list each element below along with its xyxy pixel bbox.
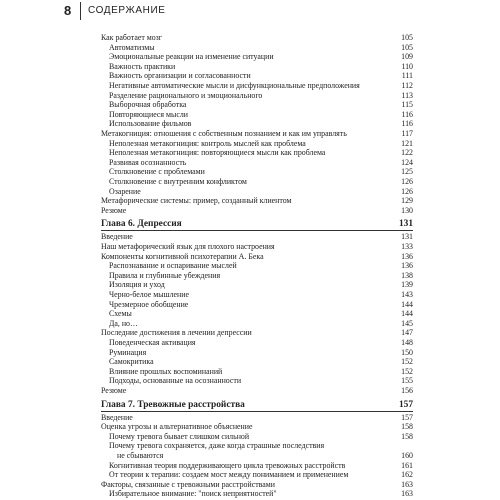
toc-entry xyxy=(109,91,413,101)
toc-entry xyxy=(117,451,413,461)
toc-entry xyxy=(109,367,413,377)
toc-entry-title: Повторяющиеся мысли xyxy=(109,109,188,119)
toc-entry-title: Чрезмерное обобщение xyxy=(109,299,189,309)
toc-page-number: 116 xyxy=(401,119,413,129)
toc-entry-title: Почему тревога бывает слишком сильной xyxy=(109,431,250,441)
toc-entry xyxy=(109,441,413,451)
toc-entry xyxy=(109,52,413,62)
chapter-title: Глава 6. Депрессия xyxy=(101,219,182,230)
page-number: 8 xyxy=(64,3,72,18)
toc-entry-title: Руминация xyxy=(109,347,147,357)
toc-entry xyxy=(109,489,413,499)
toc-entry-title: Факторы, связанные с тревожными расстройствами xyxy=(101,479,275,489)
toc-entry-title: Негативные автоматические мысли и дисфункциональные предположения xyxy=(109,81,360,90)
toc-entry-title: Метакогниция: отношения с собственным познанием и как им управлять xyxy=(101,129,347,138)
toc-page-number: 162 xyxy=(401,470,413,480)
toc-entry xyxy=(101,232,413,242)
toc-entry-title: Наш метафорический язык для плохого настроения xyxy=(101,242,275,251)
toc-page-number: 156 xyxy=(401,386,413,395)
toc-entry xyxy=(101,480,413,490)
toc-entry xyxy=(109,62,413,72)
toc-entry-title: Развивая осознанность xyxy=(109,157,187,167)
toc-entry xyxy=(109,119,413,129)
toc-entry xyxy=(109,461,413,471)
toc-entry xyxy=(109,300,413,310)
toc-entry xyxy=(109,271,413,281)
toc-page-number: 129 xyxy=(401,196,413,206)
toc-entry-title: не сбываются xyxy=(117,451,164,460)
toc-entry-title: Самокритика xyxy=(109,357,154,367)
toc-entry xyxy=(109,309,413,319)
toc-entry xyxy=(109,71,413,81)
toc-entry xyxy=(109,470,413,480)
toc-page-number: 144 xyxy=(401,299,413,309)
toc-entry xyxy=(101,413,413,423)
toc-page-number: 157 xyxy=(401,412,413,422)
toc-entry-title: Как работает мозг xyxy=(101,33,163,42)
toc-entry-title: Избирательное внимание: "поиск неприятностей" xyxy=(109,489,277,499)
toc-page-number: 110 xyxy=(401,61,413,71)
toc-page-number: 117 xyxy=(401,129,413,138)
toc-page-number: 145 xyxy=(401,318,413,328)
toc-entry xyxy=(109,187,413,197)
toc-entry-title: Столкновение с внутренним конфликтом xyxy=(109,177,247,186)
toc-entry xyxy=(109,139,413,149)
toc-entry-title: Распознавание и оспаривание мыслей xyxy=(109,261,237,271)
toc-page-number: 147 xyxy=(401,328,413,338)
toc-page-number: 105 xyxy=(401,33,413,42)
toc-entry xyxy=(109,110,413,120)
toc-page-number: 113 xyxy=(401,90,413,100)
toc-entry-title: Введение xyxy=(101,232,133,242)
toc-entry-title: Разделение рационального и эмоционального xyxy=(109,90,263,100)
toc-page-number: 115 xyxy=(401,100,413,110)
toc-entry-title: Столкновение с проблемами xyxy=(109,167,205,177)
toc-page-number: 112 xyxy=(401,81,413,90)
chapter-rule xyxy=(101,230,413,231)
toc-page-number: 163 xyxy=(401,489,413,499)
toc-page-number: 152 xyxy=(401,366,413,376)
toc-page-number: 122 xyxy=(401,148,413,158)
toc-entry xyxy=(101,252,413,262)
toc-page-number: 161 xyxy=(401,460,413,470)
toc-entry xyxy=(109,357,413,367)
toc-page-number: 136 xyxy=(401,261,413,271)
toc-entry xyxy=(109,158,413,168)
toc-page-number: 105 xyxy=(401,42,413,52)
toc-page-number: 126 xyxy=(401,186,413,196)
toc-page-number: 160 xyxy=(401,451,413,460)
toc-entry xyxy=(109,432,413,442)
chapter-heading xyxy=(101,218,413,230)
toc-entry-title: Схемы xyxy=(109,309,132,319)
toc-entry xyxy=(109,43,413,53)
toc-entry-title: Метафорические системы: пример, созданный клиентом xyxy=(101,196,292,206)
toc-entry xyxy=(109,261,413,271)
toc-entry-title: Введение xyxy=(101,412,133,422)
toc-entry-title: Последние достижения в лечении депрессии xyxy=(101,328,252,338)
toc-page-number: 155 xyxy=(401,376,413,386)
toc-entry xyxy=(101,129,413,139)
toc-entry xyxy=(101,196,413,206)
toc-entry xyxy=(109,280,413,290)
toc-entry-title: Поведенческая активация xyxy=(109,338,196,347)
toc-entry-title: Правила и глубинные убеждения xyxy=(109,270,221,280)
toc-page-number: 158 xyxy=(401,431,413,441)
toc-entry-title: Резюме xyxy=(101,205,127,215)
toc-entry-title: Эмоциональные реакции на изменение ситуации xyxy=(109,52,274,62)
toc-page-number: 111 xyxy=(401,71,413,81)
toc-entry-title: Черно-белое мышление xyxy=(109,290,189,299)
toc-page-number: 138 xyxy=(401,270,413,280)
toc-entry xyxy=(109,167,413,177)
chapter-heading xyxy=(101,399,413,411)
toc-page-number: 133 xyxy=(401,242,413,251)
toc-entry xyxy=(109,290,413,300)
toc-page-number: 152 xyxy=(401,357,413,367)
chapter-title: Глава 7. Тревожные расстройства xyxy=(101,399,245,410)
toc-page-number: 148 xyxy=(401,338,413,347)
toc-entry xyxy=(109,148,413,158)
toc-entry xyxy=(109,177,413,187)
toc-entry xyxy=(109,100,413,110)
toc-entry xyxy=(109,338,413,348)
toc-entry-title: Влияние прошлых воспоминаний xyxy=(109,366,223,376)
toc-entry-title: Компоненты когнитивной психотерапии А. Бека xyxy=(101,251,264,261)
running-title: СОДЕРЖАНИЕ xyxy=(88,5,166,16)
toc-entry-title: Резюме xyxy=(101,386,127,395)
toc-page-number: 131 xyxy=(401,232,413,242)
chapter-rule xyxy=(101,411,413,412)
toc-entry-title: Оценка угрозы и альтернативное объяснение xyxy=(101,422,253,432)
toc-page-number: 136 xyxy=(401,251,413,261)
toc-entry-title: Да, но… xyxy=(109,318,138,328)
toc-entry xyxy=(109,319,413,329)
toc-entry xyxy=(101,328,413,338)
toc-page-number: 126 xyxy=(401,177,413,186)
toc-entry-title: Использование фильмов xyxy=(109,119,192,129)
toc-entry xyxy=(101,242,413,252)
toc-page-number: 163 xyxy=(401,479,413,489)
toc-entry-title: Изоляция и уход xyxy=(109,280,165,290)
toc-entry xyxy=(101,206,413,216)
toc-page-number: 131 xyxy=(398,219,413,230)
toc-page-number: 150 xyxy=(401,347,413,357)
toc-entry-title: Когнитивная теория поддерживающего цикла тревожных расстройств xyxy=(109,460,346,470)
toc-entry-title: Автоматизмы xyxy=(109,42,155,52)
toc-entry xyxy=(109,81,413,91)
toc-page-number: 121 xyxy=(401,138,413,148)
toc-page-number: 143 xyxy=(401,290,413,299)
toc-entry xyxy=(101,386,413,396)
toc-entry xyxy=(101,422,413,432)
toc-entry-title: Выборочная обработка xyxy=(109,100,187,110)
toc-entry xyxy=(101,33,413,43)
toc-entry-title: Важность практики xyxy=(109,61,176,71)
toc-page-number: 157 xyxy=(398,399,413,410)
toc-entry-title: Неполезная метакогниция: повторяющиеся мысли как проблема xyxy=(109,148,326,158)
toc-page-number: 139 xyxy=(401,280,413,290)
toc-entry xyxy=(109,376,413,386)
toc-page-number: 125 xyxy=(401,167,413,177)
toc-entry-title: От теории к терапии: создаем мост между пониманием и применением xyxy=(109,470,349,480)
toc-entry-title: Подходы, основанные на осознанности xyxy=(109,376,242,386)
toc-page-number: 109 xyxy=(401,52,413,62)
toc-entry-title: Неполезная метакогниция: контроль мыслей как проблема xyxy=(109,138,306,148)
toc-entry xyxy=(109,348,413,358)
toc-page-number: 124 xyxy=(401,157,413,167)
toc-page-number: 116 xyxy=(401,109,413,119)
toc-entry-title: Важность организации и согласованности xyxy=(109,71,251,81)
toc-entry-title: Почему тревога сохраняется, даже когда страшные последствия xyxy=(109,441,325,451)
toc-entry-title: Озарение xyxy=(109,186,141,196)
toc-page-number: 144 xyxy=(401,309,413,319)
toc-page-number: 158 xyxy=(401,422,413,432)
toc-page-number: 130 xyxy=(401,205,413,215)
